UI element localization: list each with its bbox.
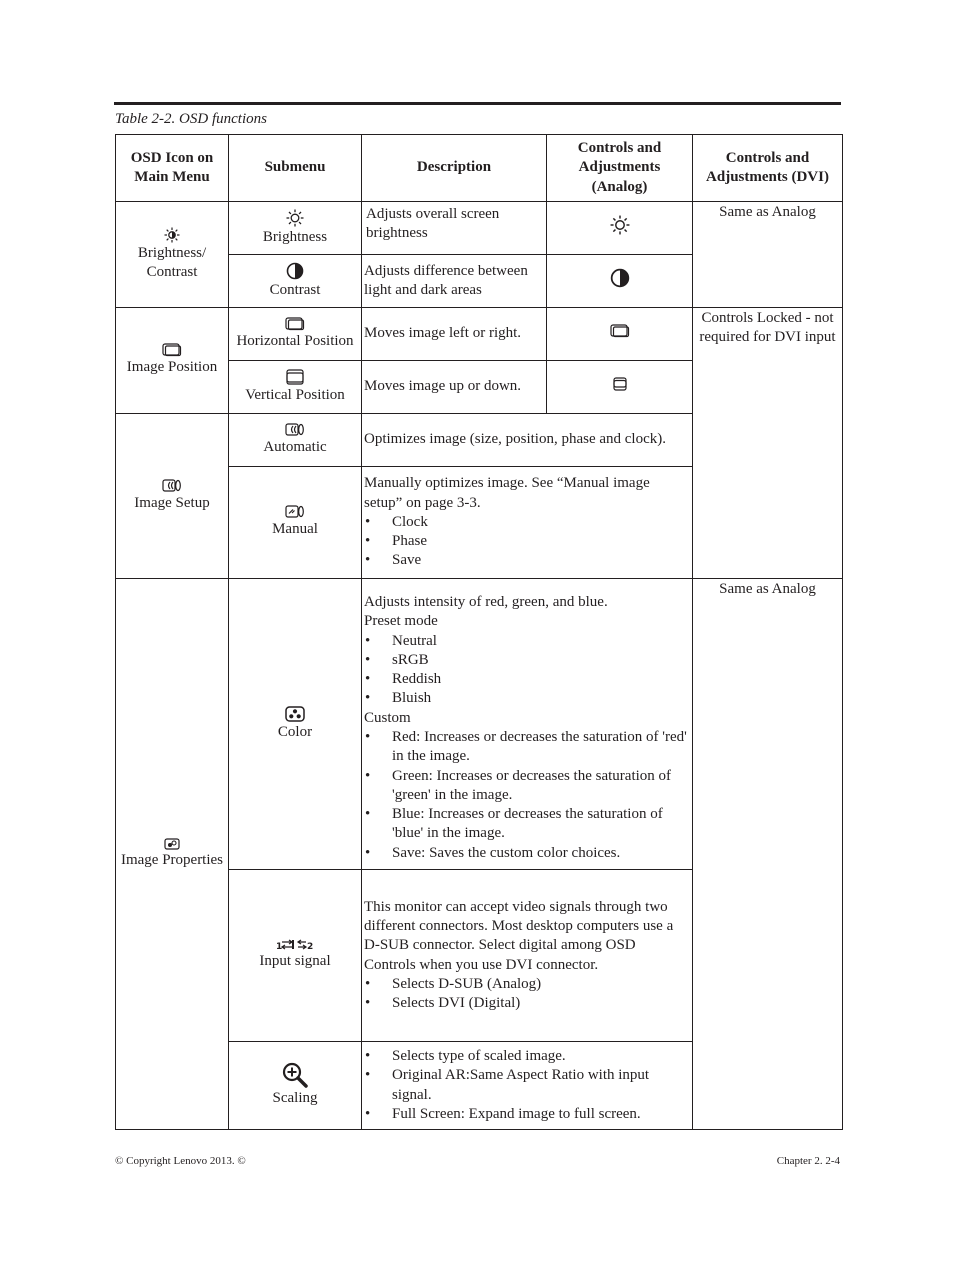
color-description-cell (362, 579, 693, 870)
horizontal-position-icon (285, 317, 305, 331)
input-signal-description-cell (362, 870, 693, 1042)
input-signal-description: This monitor can accept video signals through two different connectors. Most desktop computers use a D-SUB connector. Select digital among OSD Controls when you use DVI connector. (364, 898, 674, 973)
sun-icon (610, 215, 630, 235)
list-item: • Original AR:Same Aspect Ratio with input signal. (364, 1066, 690, 1105)
list-item: • Selects DVI (Digital) (364, 994, 690, 1013)
contrast-description: Adjusts difference between light and dark areas (362, 255, 547, 308)
brightness-contrast-label: Brightness/ Contrast (137, 244, 207, 280)
table-row (116, 202, 843, 255)
vertical-position-icon (613, 377, 627, 391)
automatic-submenu-cell (229, 414, 362, 467)
horizontal-position-analog-cell (547, 308, 693, 361)
vertical-position-analog-cell (547, 361, 693, 414)
top-rule (114, 102, 841, 105)
brightness-analog-cell (547, 202, 693, 255)
scaling-label: Scaling (272, 1090, 318, 1107)
input-signal-icon (276, 939, 314, 951)
custom-label: Custom (364, 709, 411, 726)
header-icon: OSD Icon on Main Menu (116, 135, 229, 202)
input-signal-label: Input signal (259, 953, 331, 970)
list-item: • Reddish (364, 670, 690, 689)
horizontal-position-icon (162, 343, 182, 357)
header-submenu: Submenu (229, 135, 362, 202)
vertical-position-icon (286, 369, 304, 385)
list-item: • Selects type of scaled image. (364, 1047, 690, 1066)
table-row (116, 308, 843, 361)
image-properties-icon (164, 838, 180, 850)
list-item: • sRGB (364, 651, 690, 670)
preset-mode-label: Preset mode (364, 613, 438, 630)
svg-text:2: 2 (307, 942, 314, 952)
manual-submenu-cell (229, 467, 362, 579)
image-properties-dvi: Same as Analog (693, 579, 843, 1130)
scaling-submenu-cell (229, 1042, 362, 1130)
table-row (116, 579, 843, 870)
image-position-cell (116, 308, 229, 414)
footer-page-number: Chapter 2. 2-4 (776, 1155, 840, 1167)
brightness-submenu-label: Brightness (262, 228, 328, 245)
preset-list (364, 632, 690, 709)
brightness-contrast-cell (116, 202, 229, 308)
horizontal-position-submenu-cell (229, 308, 362, 361)
list-item: • Selects D-SUB (Analog) (364, 975, 690, 994)
horizontal-position-description: Moves image left or right. (362, 308, 547, 361)
vertical-position-label: Vertical Position (245, 386, 345, 403)
list-item: • Full Screen: Expand image to full screen. (364, 1105, 690, 1124)
contrast-submenu-cell (229, 255, 362, 308)
brightness-submenu-cell (229, 202, 362, 255)
header-dvi: Controls and Adjustments (DVI) (693, 135, 843, 202)
manual-description: Manually optimizes image. See “Manual image setup” on page 3-3. (364, 475, 650, 511)
automatic-label: Automatic (263, 438, 327, 455)
contrast-icon (286, 262, 304, 280)
image-setup-icon (285, 423, 305, 437)
image-properties-label: Image Properties (120, 851, 224, 868)
list-item: • Save: Saves the custom color choices. (364, 844, 690, 863)
automatic-description: Optimizes image (size, position, phase and clock). (362, 414, 693, 467)
input-signal-bullets (364, 975, 690, 1014)
image-position-label: Image Position (126, 359, 218, 376)
sun-icon (286, 209, 304, 227)
manual-bullets (364, 513, 690, 571)
header-description: Description (362, 135, 547, 202)
vertical-position-submenu-cell (229, 361, 362, 414)
sun-icon (164, 227, 180, 243)
vertical-position-description: Moves image up or down. (362, 361, 547, 414)
footer-copyright: © Copyright Lenovo 2013. © (115, 1155, 246, 1167)
contrast-submenu-label: Contrast (269, 281, 321, 298)
contrast-analog-cell (547, 255, 693, 308)
image-setup-cell (116, 414, 229, 579)
input-signal-submenu-cell (229, 870, 362, 1042)
list-item: • Red: Increases or decreases the saturation of 'red' in the image. (364, 728, 690, 767)
horizontal-position-icon (610, 324, 630, 338)
scaling-description-cell (362, 1042, 693, 1130)
image-setup-label: Image Setup (134, 494, 210, 511)
color-submenu-cell (229, 579, 362, 870)
manual-setup-icon (285, 505, 305, 519)
manual-description-cell (362, 467, 693, 579)
image-properties-cell (116, 579, 229, 1130)
image-position-dvi: Controls Locked - not required for DVI input (693, 308, 843, 579)
list-item: • Green: Increases or decreases the saturation of 'green' in the image. (364, 767, 690, 806)
contrast-icon (610, 268, 630, 288)
color-label: Color (277, 723, 313, 740)
image-setup-icon (162, 479, 182, 493)
list-item: • Save (364, 551, 690, 570)
scaling-bullets (364, 1047, 690, 1124)
list-item: • Clock (364, 513, 690, 532)
magnifier-icon (282, 1062, 308, 1088)
list-item: • Neutral (364, 632, 690, 651)
horizontal-position-label: Horizontal Position (236, 332, 354, 349)
osd-functions-table (115, 134, 843, 1130)
list-item: • Blue: Increases or decreases the saturation of 'blue' in the image. (364, 805, 690, 844)
brightness-description: Adjusts overall screen brightness (362, 202, 547, 255)
custom-list (364, 728, 690, 863)
list-item: • Bluish (364, 689, 690, 708)
brightness-contrast-dvi: Same as Analog (693, 202, 843, 308)
manual-label: Manual (272, 521, 318, 538)
svg-text:1: 1 (276, 942, 283, 952)
header-row (116, 135, 843, 202)
header-analog: Controls and Adjustments (Analog) (547, 135, 693, 202)
color-intro: Adjusts intensity of red, green, and blue. (364, 593, 608, 610)
color-icon (285, 706, 305, 722)
table-caption: Table 2-2. OSD functions (115, 111, 267, 127)
list-item: • Phase (364, 532, 690, 551)
